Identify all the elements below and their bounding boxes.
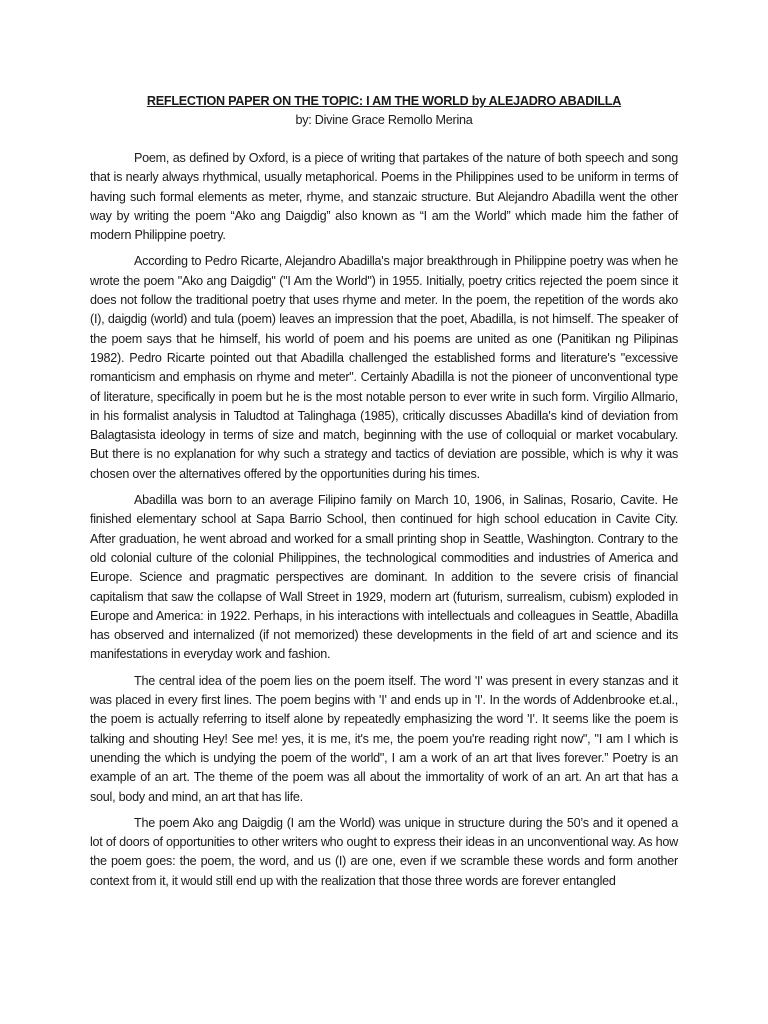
paragraph-intro: Poem, as defined by Oxford, is a piece of writing that partakes of the nature of both speech and song that is nearly always rhythmical, usually metaphorical. Poems in the Philippines used to be uniform in terms of having such formal elements as meter, rhyme, and stanzaic structure. But Alejandro Abadilla went the other way by writing the poem “Ako ang Daigdig” also known as “I am the World” which made him the father of modern Philippine poetry. [90,151,678,243]
paragraph-biography: Abadilla was born to an average Filipino family on March 10, 1906, in Salinas, Rosario, Cavite. He finished elementary school at Sapa Barrio School, then continued for high school education in Cavite City. After graduation, he went abroad and worked for a small printing shop in Seattle, Washington. Contrary to the old colonial culture of the colonial Philippines, the technological commodities and industries of America and Europe. Science and pragmatic perspectives are dominant. In addition to the severe crisis of financial capitalism that saw the collapse of Wall Street in 1929, modern art (futurism, surrealism, cubism) exploded in Europe and America: in 1922. Perhaps, in his interactions with intellectuals and colleagues in Seattle, Abadilla has observed and internalized (if not memorized) these developments in the field of art and science and its manifestations in everyday work and fashion. [90,493,678,662]
document-byline: by: Divine Grace Remollo Merina [295,113,473,127]
document-page [90,92,678,898]
document-title: REFLECTION PAPER ON THE TOPIC: I AM THE WORLD by ALEJADRO ABADILLA [146,94,622,108]
paragraph-ricarte: According to Pedro Ricarte, Alejandro Abadilla's major breakthrough in Philippine poetry was when he wrote the poem "Ako ang Daigdig" ("I Am the World") in 1955. Initially, poetry critics rejected the poem since it does not follow the traditional poetry that uses rhyme and meter. In the poem, the repetition of the words ako (I), daigdig (world) and tula (poem) leaves an impression that the poet, Abadilla, is not himself. The speaker of the poem says that he himself, his world of poem and his poems are united as one (Panitikan ng Pilipinas 1982). Pedro Ricarte pointed out that Abadilla challenged the established forms and literature's "excessive romanticism and emphasis on rhyme and meter". Certainly Abadilla is not the pioneer of unconventional type of literature, specifically in poem but he is the most notable person to ever write in such form. Virgilio Allmario, in his formalist analysis in Taludtod at Talinghaga (1985), critically discusses Abadilla's kind of deviation from Balagtasista ideology in terms of size and match, beginning with the use of colloquial or market vocabulary. But there is no explanation for why such a strategy and tactics of deviation are possible, which is why it was chosen over the alternatives offered by the opportunities during his times. [90,254,678,481]
paragraph-structure: The poem Ako ang Daigdig (I am the World) was unique in structure during the 50’s and it opened a lot of doors of opportunities to other writers who ought to express their ideas in an unconventional way. As how the poem goes: the poem, the word, and us (I) are one, even if we scramble these words and form another context from it, it would still end up with the realization that those three words are forever entangled [90,815,678,888]
paragraph-central-idea: The central idea of the poem lies on the poem itself. The word 'I' was present in every stanzas and it was placed in every first lines. The poem begins with 'I' and ends up in 'I'. In the words of Addenbrooke et.al., the poem is actually referring to itself alone by repeatedly emphasizing the word 'I'. It seems like the poem is talking and shouting Hey! See me! yes, it is me, it's me, the poem you're reading right now", "I am I which is unending the which is undying the poem of the world", I am a work of an art that lives forever.” Poetry is an example of an art. The theme of the poem was all about the immortality of work of an art. An art that has a soul, body and mind, an art that has life. [90,673,678,804]
